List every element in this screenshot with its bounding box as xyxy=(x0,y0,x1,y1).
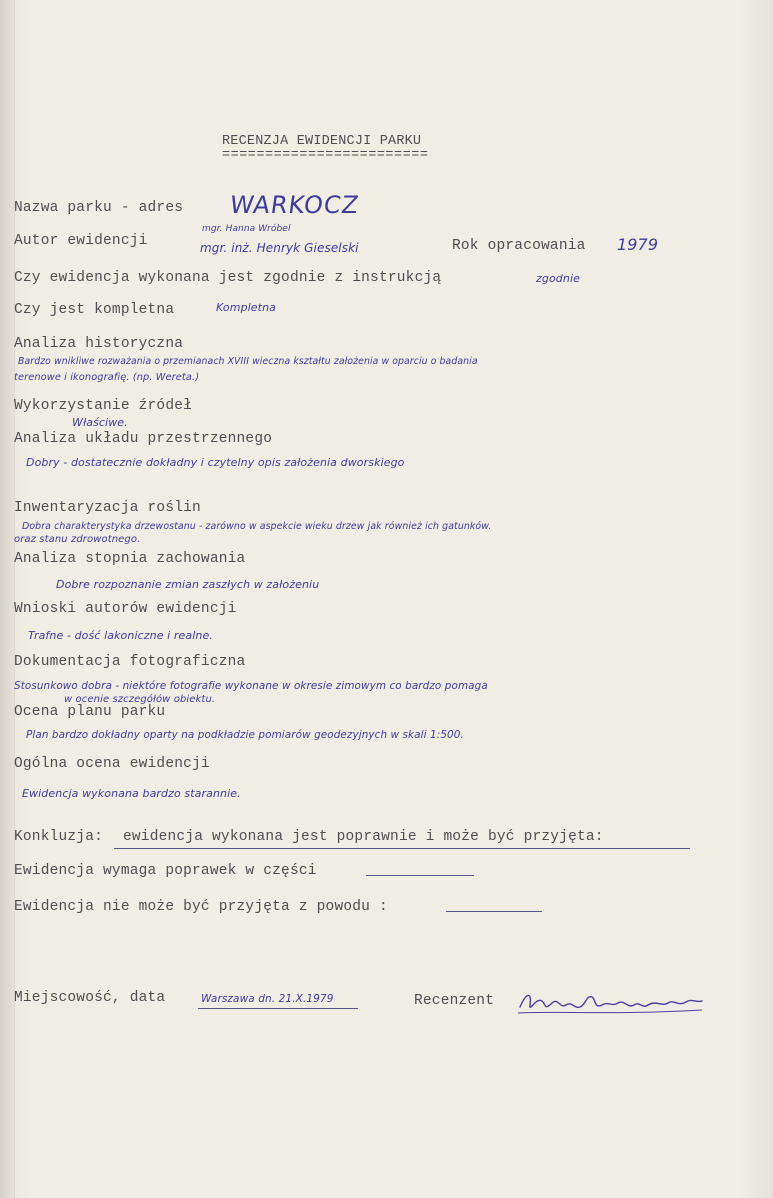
document-title: RECENZJA EWIDENCJI PARKU xyxy=(222,134,422,149)
section-label-overall: Ogólna ocena ewidencji xyxy=(14,756,210,772)
conclusion-option-rejected: Ewidencja nie może być przyjęta z powodu : xyxy=(14,899,388,915)
section-label-photo: Dokumentacja fotograficzna xyxy=(14,654,246,670)
section-text-preservation-1: Dobre rozpoznanie zmian zaszłych w założeniu xyxy=(56,578,320,591)
conclusion-option-corrections: Ewidencja wymaga poprawek w części xyxy=(14,863,317,879)
section-text-photo-1: Stosunkowo dobra - niektóre fotografie wykonane w okresie zimowym co bardzo pomaga xyxy=(14,680,488,692)
section-text-spatial-1: Dobry - dostatecznie dokładny i czytelny opis założenia dworskiego xyxy=(26,456,405,469)
section-text-historical-1: Bardzo wnikliwe rozważania o przemianach XVIII wieczna kształtu założenia w oparciu o badania xyxy=(18,356,478,367)
compliance-value: zgodnie xyxy=(536,272,580,285)
conclusion-label: Konkluzja: xyxy=(14,829,104,845)
year-value: 1979 xyxy=(617,235,659,254)
author-value-1: mgr. Hanna Wróbel xyxy=(202,224,291,234)
place-date-label: Miejscowość, data xyxy=(14,990,166,1006)
section-text-plants-1: Dobra charakterystyka drzewostanu - zarówno w aspekcie wieku drzew jak również ich gatunków. xyxy=(22,521,492,532)
reviewer-label: Recenzent xyxy=(414,993,495,1009)
section-label-plants: Inwentaryzacja roślin xyxy=(14,500,201,516)
complete-value: Kompletna xyxy=(216,301,276,314)
section-label-spatial: Analiza układu przestrzennego xyxy=(14,431,273,447)
author-value-2: mgr. inż. Henryk Gieselski xyxy=(200,241,359,255)
conclusion-underline xyxy=(114,848,690,849)
conclusion-option-accepted: ewidencja wykonana jest poprawnie i może być przyjęta: xyxy=(123,829,604,845)
place-date-value: Warszawa dn. 21.X.1979 xyxy=(201,993,334,1005)
title-rule: ======================== xyxy=(222,148,429,163)
compliance-label: Czy ewidencja wykonana jest zgodnie z instrukcją xyxy=(14,270,442,286)
park-name-value: WARKOCZ xyxy=(228,191,361,219)
section-label-plan: Ocena planu parku xyxy=(14,704,166,720)
park-name-label: Nazwa parku - adres xyxy=(14,200,184,216)
section-text-historical-2: terenowe i ikonografię. (np. Wereta.) xyxy=(14,372,200,383)
section-label-preservation: Analiza stopnia zachowania xyxy=(14,551,246,567)
place-date-line xyxy=(198,1008,358,1009)
section-text-plants-2: oraz stanu zdrowotnego. xyxy=(14,534,141,545)
reviewer-signature xyxy=(516,985,706,1021)
corrections-blank-line xyxy=(366,875,474,876)
complete-label: Czy jest kompletna xyxy=(14,302,175,318)
year-label: Rok opracowania xyxy=(452,238,586,254)
section-text-overall-1: Ewidencja wykonana bardzo starannie. xyxy=(22,787,241,800)
section-text-sources-1: Właściwe. xyxy=(72,416,128,429)
section-label-sources: Wykorzystanie źródeł xyxy=(14,398,193,414)
author-label: Autor ewidencji xyxy=(14,233,148,249)
rejected-blank-line xyxy=(446,911,542,912)
binding-edge xyxy=(0,0,15,1198)
section-text-photo-2: w ocenie szczegółów obiektu. xyxy=(64,694,216,705)
section-text-conclusions-1: Trafne - dość lakoniczne i realne. xyxy=(28,629,213,642)
section-label-historical: Analiza historyczna xyxy=(14,336,184,352)
section-label-conclusions: Wnioski autorów ewidencji xyxy=(14,601,237,617)
section-text-plan-1: Plan bardzo dokładny oparty na podkładzie pomiarów geodezyjnych w skali 1:500. xyxy=(26,729,464,741)
